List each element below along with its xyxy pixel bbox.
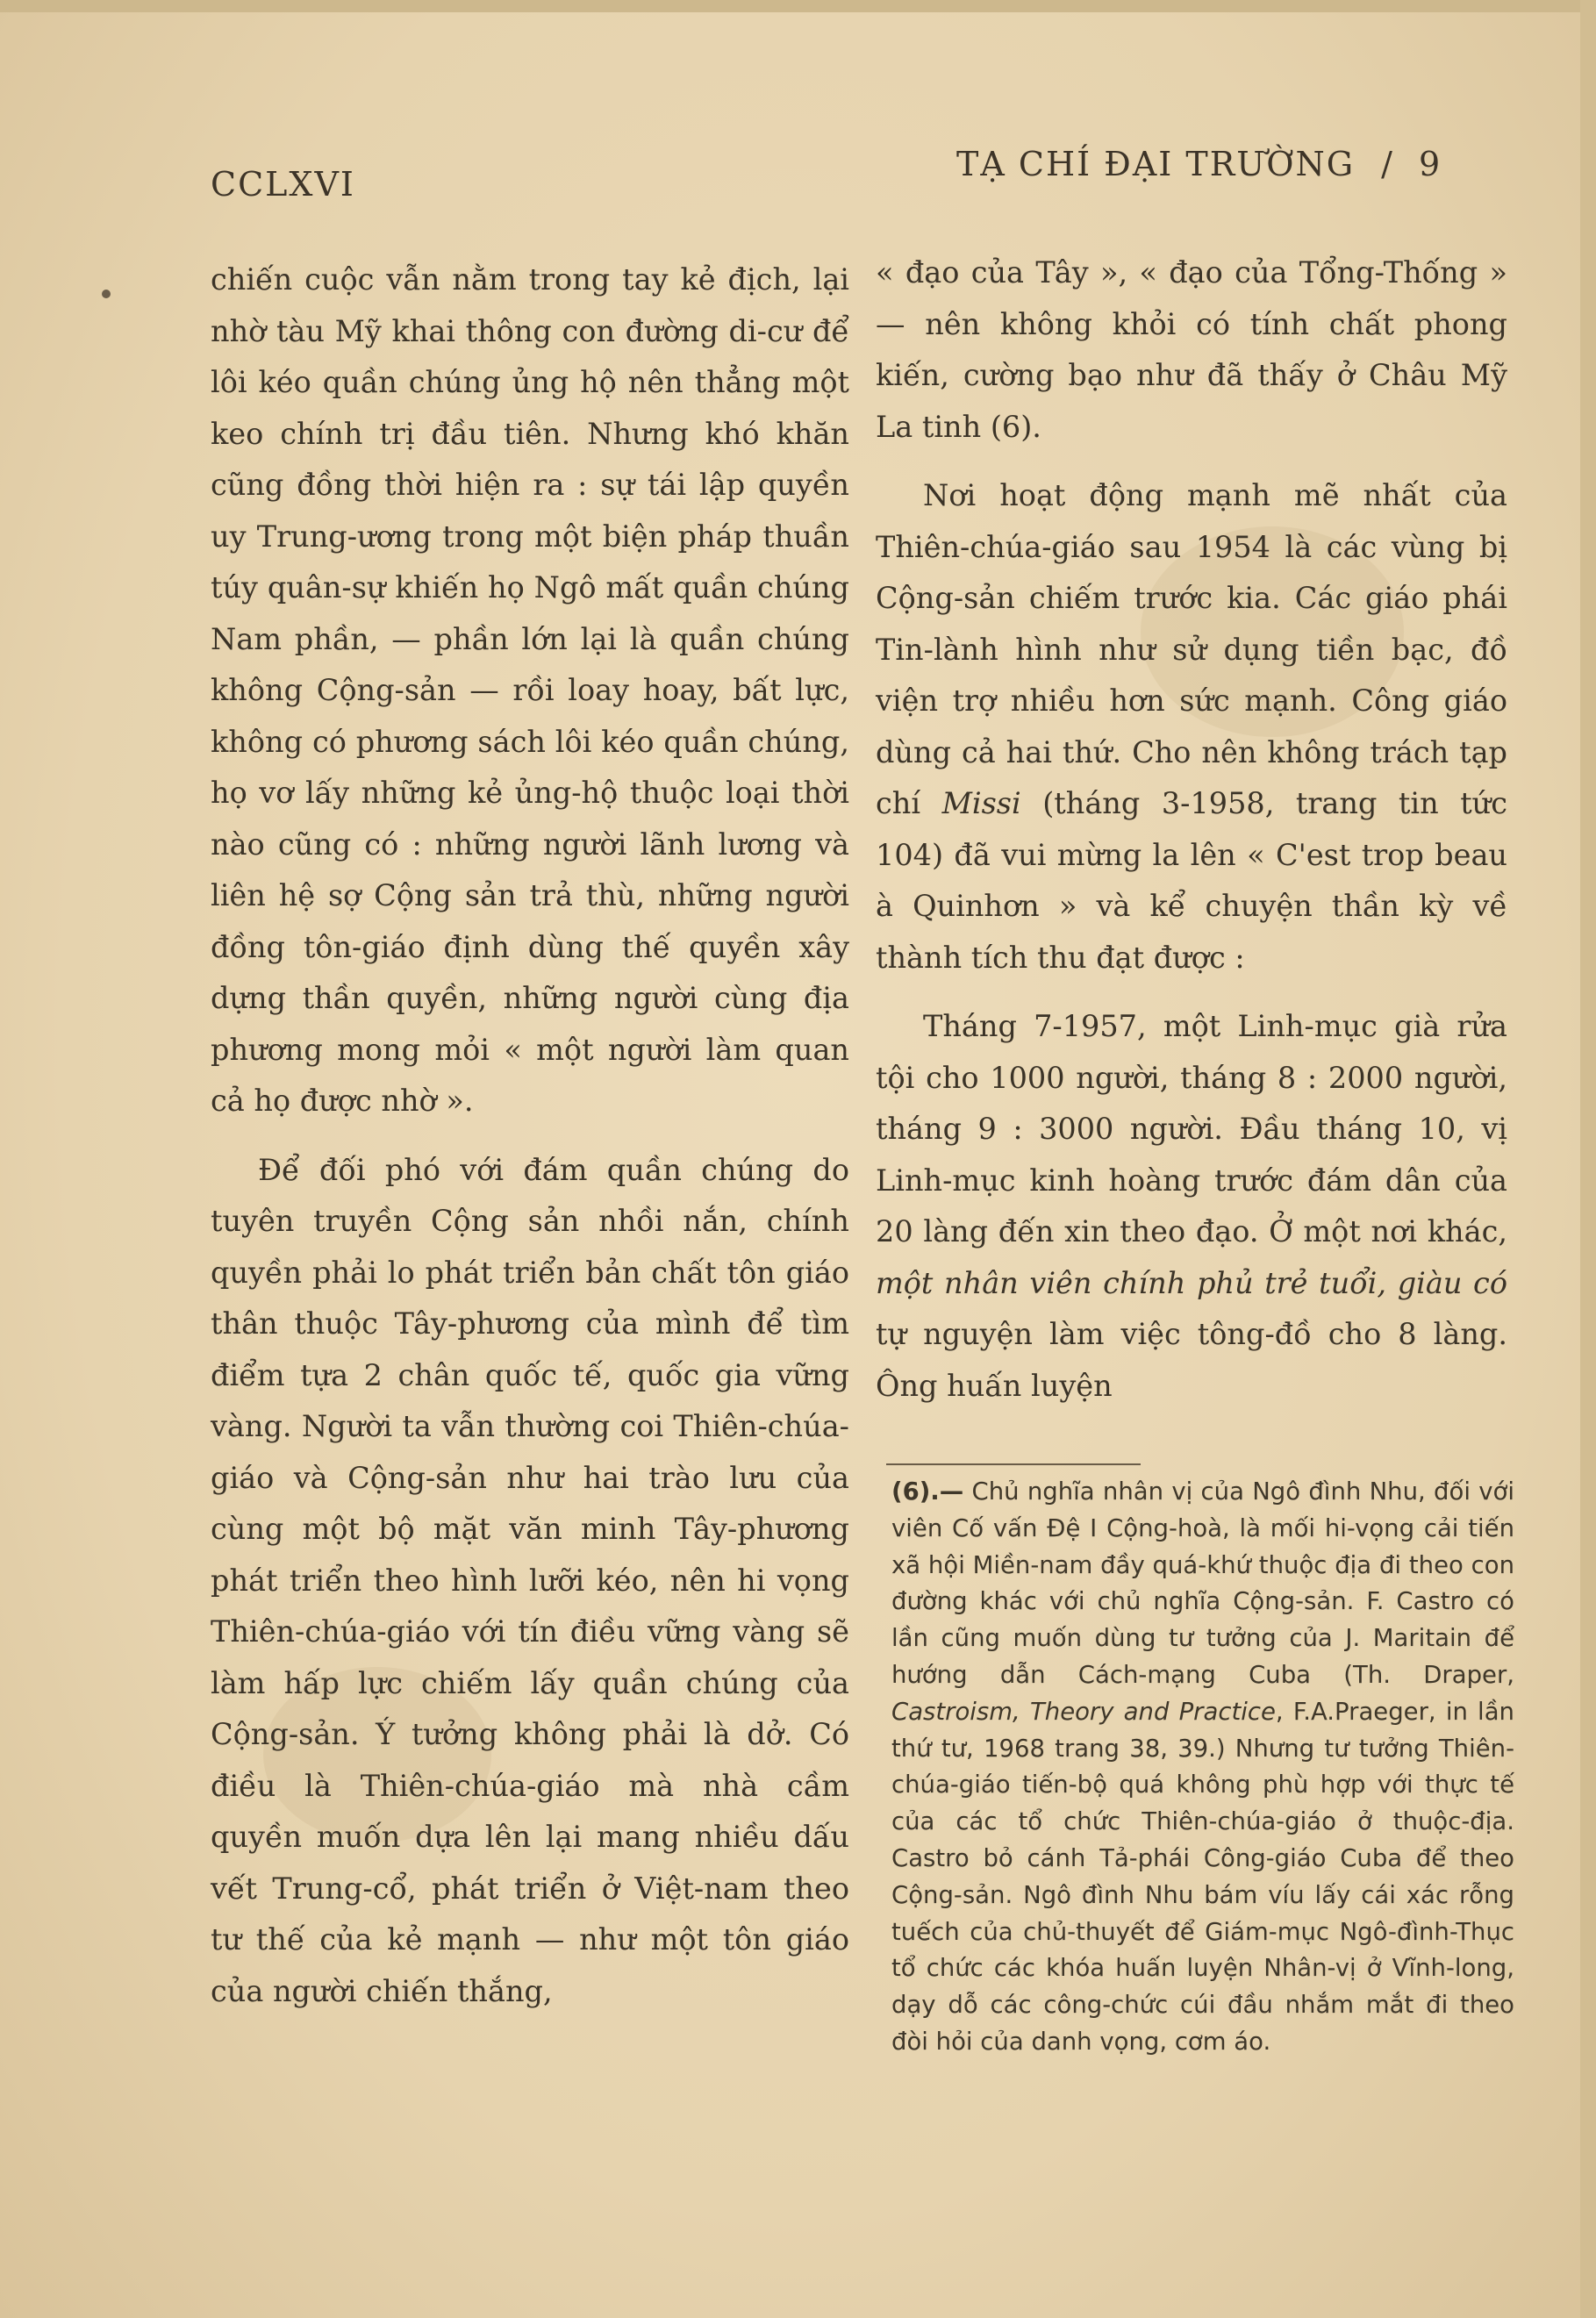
text-run: , F.A.Praeger, in lần thứ tư, 1968 trang 38, 39.) Nhưng tư tưởng Thiên-chúa-giáo tiến-bộ quá không phù hợp với thực tế của các tổ chức Thiên-chúa-giáo ở thuộc-địa. Castro bỏ cánh Tả-phái Công-giáo Cuba để theo Cộng-sản. Ngô đình Nhu bám víu lấy cái xác rỗng tuếch của chủ-thuyết để Giám-mục Ngô-đình-Thục tổ chức các khóa huấn luyện Nhân-vị ở Vĩnh-long, dạy dỗ các công-chức cúi đầu nhắm mắt đi theo đòi hỏi của danh vọng, cơm áo.: [891, 1697, 1514, 2056]
right-column: [876, 247, 1507, 1412]
text-run: (tháng 3-1958, trang tin tức 104) đã vui mừng la lên « C'est trop beau à Quinhơn » và kể chuyện thần kỳ về thành tích thu đạt được :: [876, 786, 1507, 975]
paragraph: Để đối phó với đám quần chúng do tuyên truyền Cộng sản nhồi nắn, chính quyền phải lo phát triển bản chất tôn giáo thân thuộc Tây-phương của mình để tìm điểm tựa 2 chân quốc tế, quốc gia vững vàng. Người ta vẫn thường coi Thiên-chúa-giáo và Cộng-sản như hai trào lưu của cùng một bộ mặt văn minh Tây-phương phát triển theo hình lưỡi kéo, nên hi vọng Thiên-chúa-giáo với tín điều vững vàng sẽ làm hấp lực chiếm lấy quần chúng của Cộng-sản. Ý tưởng không phải là dở. Có điều là Thiên-chúa-giáo mà nhà cầm quyền muốn dựa lên lại mang nhiều dấu vết Trung-cổ, phát triển ở Việt-nam theo tư thế của kẻ mạnh — như một tôn giáo của người chiến thắng,: [211, 1152, 849, 2008]
text-run: Nơi hoạt động mạnh mẽ nhất của Thiên-chúa-giáo sau 1954 là các vùng bị Cộng-sản chiếm trước kia. Các giáo phái Tin-lành hình như sử dụng tiền bạc, đồ viện trợ nhiều hơn sức mạnh. Công giáo dùng cả hai thứ. Cho nên không trách tạp chí: [876, 478, 1507, 820]
journal-name-italic: Missi: [941, 786, 1021, 820]
emphasis-italic: một nhân viên chính phủ trẻ tuổi, giàu có: [876, 1265, 1507, 1300]
header-separator: /: [1381, 145, 1394, 183]
paragraph: [876, 470, 1507, 984]
text-run: Chủ nghĩa nhân vị của Ngô đình Nhu, đối với viên Cố vấn Đệ I Cộng-hoà, là mối hi-vọng cải tiến xã hội Miền-nam đầy quá-khứ thuộc địa đi theo con đường khác với chủ nghĩa Cộng-sản. F. Castro có lần cũng muốn dùng tư tưởng của J. Maritain để hướng dẫn Cách-mạng Cuba (Th. Draper,: [891, 1477, 1514, 1689]
running-head-right: [956, 145, 1442, 183]
left-column: [211, 254, 849, 2017]
running-head-left: CCLXVI: [211, 165, 355, 204]
journal-title: TẠ CHÍ ĐẠI TRƯỜNG: [956, 145, 1356, 183]
page-number: 9: [1418, 145, 1442, 183]
text-run: Tháng 7-1957, một Linh-mục già rửa tội cho 1000 người, tháng 8 : 2000 người, tháng 9 : 3000 người. Đầu tháng 10, vị Linh-mục kinh hoàng trước đám dân của 20 làng đến xin theo đạo. Ở một nơi khác,: [876, 1009, 1507, 1248]
page-edge-top: [0, 0, 1596, 12]
footnote-marker: (6).—: [891, 1477, 964, 1506]
footnote-rule: [886, 1463, 1141, 1465]
text-run: tự nguyện làm việc tông-đồ cho 8 làng. Ông huấn luyện: [876, 1317, 1507, 1403]
page-edge-right: [1580, 0, 1596, 2318]
book-title-italic: Castroism, Theory and Practice: [891, 1697, 1276, 1726]
ink-dot: [102, 290, 111, 298]
paragraph: « đạo của Tây », « đạo của Tổng-Thống » — nên không khỏi có tính chất phong kiến, cường bạo như đã thấy ở Châu Mỹ La tinh (6).: [876, 255, 1507, 444]
paragraph: [876, 1001, 1507, 1412]
paragraph: chiến cuộc vẫn nằm trong tay kẻ địch, lại nhờ tàu Mỹ khai thông con đường di-cư để lôi kéo quần chúng ủng hộ nên thẳng một keo chính trị đầu tiên. Nhưng khó khăn cũng đồng thời hiện ra : sự tái lập quyền uy Trung-ương trong một biện pháp thuần túy quân-sự khiến họ Ngô mất quần chúng Nam phần, — phần lớn lại là quần chúng không Cộng-sản — rồi loay hoay, bất lực, không có phương sách lôi kéo quần chúng, họ vơ lấy những kẻ ủng-hộ thuộc loại thời nào cũng có : những người lãnh lương và liên hệ sợ Cộng sản trả thù, những người đồng tôn-giáo định dùng thế quyền xây dựng thần quyền, những người cùng địa phương mong mỏi « một người làm quan cả họ được nhờ ».: [211, 262, 849, 1118]
footnote: [891, 1474, 1514, 2061]
